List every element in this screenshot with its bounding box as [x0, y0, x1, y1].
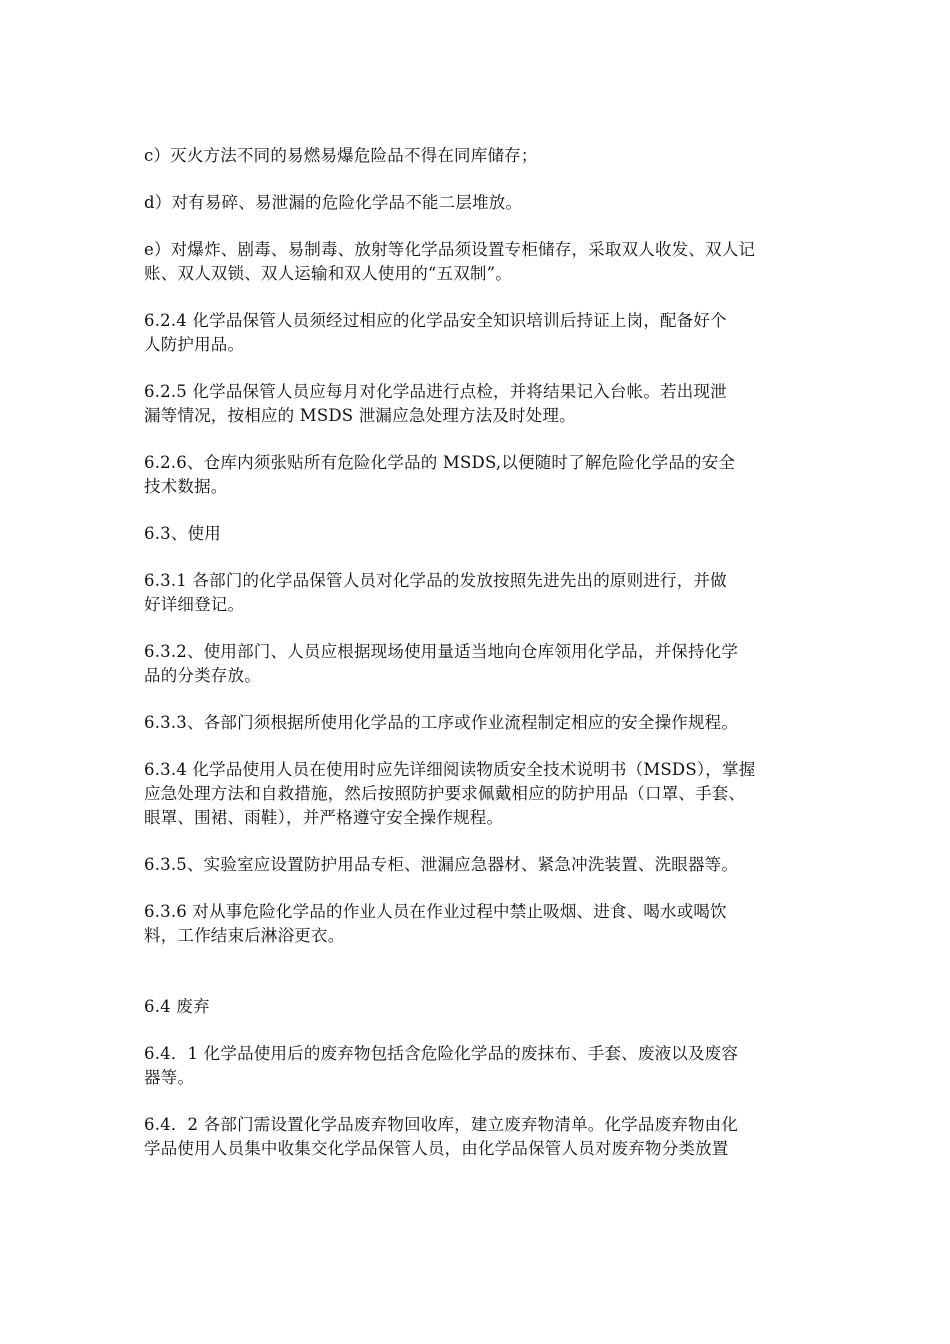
text-line: 6.3.5、实验室应设置防护用品专柜、泄漏应急器材、紧急冲洗装置、洗眼器等。: [144, 855, 739, 874]
text-line: e）对爆炸、剧毒、易制毒、放射等化学品须设置专柜储存，采取双人收发、双人记: [144, 240, 756, 259]
text-line: 料，工作结束后淋浴更衣。: [144, 926, 345, 945]
text-line: 品的分类存放。: [144, 666, 261, 685]
paragraph-6-2-5: [144, 380, 816, 428]
text-line: 6.4．1 化学品使用后的废弃物包括含危险化学品的废抹布、手套、废液以及废容: [144, 1044, 739, 1063]
paragraph-6-4-1: [144, 1042, 816, 1090]
paragraph-e: [144, 238, 816, 286]
paragraph-6-3-3: [144, 711, 816, 735]
text-line: 学品使用人员集中收集交化学品保管人员，由化学品保管人员对废弃物分类放置: [144, 1139, 729, 1158]
paragraph-6-3-1: [144, 569, 816, 617]
text-line: d）对有易碎、易泄漏的危险化学品不能二层堆放。: [144, 193, 523, 212]
text-line: 账、双人双锁、双人运输和双人使用的“五双制”。: [144, 264, 512, 283]
section-heading-6-4: [144, 995, 816, 1019]
text-line: 眼罩、围裙、雨鞋），并严格遵守安全操作规程。: [144, 808, 504, 827]
text-line: 人防护用品。: [144, 335, 245, 354]
text-line: 器等。: [144, 1068, 195, 1087]
paragraph-6-3-2: [144, 640, 816, 688]
text-line: 6.3.1 各部门的化学品保管人员对化学品的发放按照先进先出的原则进行，并做: [144, 571, 727, 590]
text-line: 6.4．2 各部门需设置化学品废弃物回收库，建立废弃物清单。化学品废弃物由化: [144, 1115, 739, 1134]
text-line: 6.3、使用: [144, 524, 221, 543]
section-heading-6-3: [144, 522, 816, 546]
text-line: 6.2.4 化学品保管人员须经过相应的化学品安全知识培训后持证上岗，配备好个: [144, 311, 727, 330]
text-line: 6.3.3、各部门须根据所使用化学品的工序或作业流程制定相应的安全操作规程。: [144, 713, 739, 732]
text-line: 6.2.5 化学品保管人员应每月对化学品进行点检，并将结果记入台帐。若出现泄: [144, 382, 727, 401]
text-line: 6.3.2、使用部门、人员应根据现场使用量适当地向仓库领用化学品，并保持化学: [144, 642, 739, 661]
paragraph-6-3-4: [144, 758, 816, 830]
paragraph-6-2-6: [144, 451, 816, 499]
paragraph-d: [144, 191, 816, 215]
text-line: c）灭火方法不同的易燃易爆危险品不得在同库储存；: [144, 146, 538, 165]
paragraph-6-3-6: [144, 900, 816, 948]
text-line: 漏等情况，按相应的 MSDS 泄漏应急处理方法及时处理。: [144, 406, 576, 425]
text-line: 6.4 废弃: [144, 997, 210, 1016]
paragraph-c: [144, 144, 816, 168]
document-page: [144, 144, 816, 1184]
paragraph-6-2-4: [144, 309, 816, 357]
text-line: 6.2.6、仓库内须张贴所有危险化学品的 MSDS,以便随时了解危险化学品的安全: [144, 453, 736, 472]
text-line: 应急处理方法和自救措施，然后按照防护要求佩戴相应的防护用品（口罩、手套、: [144, 784, 746, 803]
text-line: 技术数据。: [144, 477, 228, 496]
paragraph-6-4-2: [144, 1113, 816, 1161]
text-line: 6.3.4 化学品使用人员在使用时应先详细阅读物质安全技术说明书（MSDS），掌握: [144, 760, 756, 779]
text-line: 6.3.6 对从事危险化学品的作业人员在作业过程中禁止吸烟、进食、喝水或喝饮: [144, 902, 727, 921]
text-line: 好详细登记。: [144, 595, 245, 614]
paragraph-6-3-5: [144, 853, 816, 877]
